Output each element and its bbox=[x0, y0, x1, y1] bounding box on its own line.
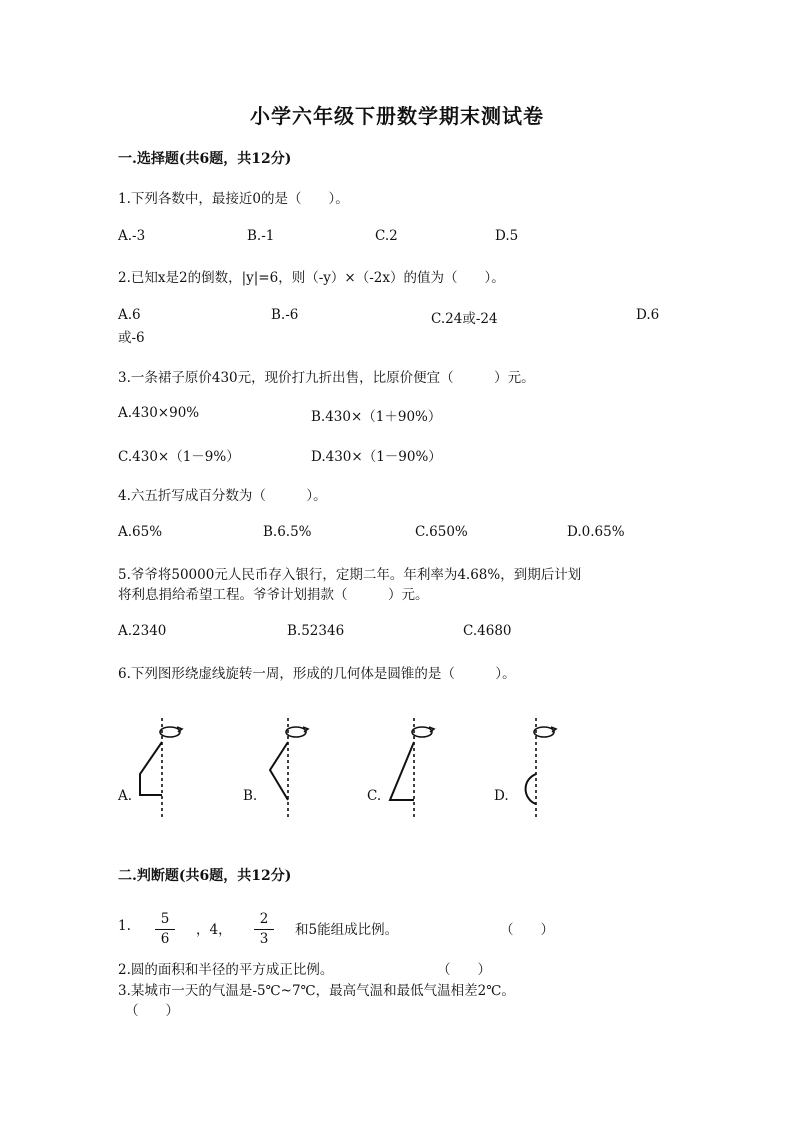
q6-stem: 6.下列图形绕虚线旋转一周，形成的几何体是圆锥的是（ ）。 bbox=[118, 666, 516, 682]
rotation-arrow-icon bbox=[160, 727, 180, 737]
q6-figure-c bbox=[380, 716, 450, 824]
q2-option-a: A.6 bbox=[118, 307, 141, 323]
j1-answer-paren: （ ） bbox=[500, 922, 554, 938]
j1-number: 1. bbox=[118, 918, 131, 934]
q6-figure-a bbox=[130, 716, 200, 824]
q2-option-c: C.24或-24 bbox=[431, 311, 498, 327]
q2-option-b: B.-6 bbox=[271, 307, 299, 323]
rotation-arrow-icon bbox=[286, 727, 306, 737]
fraction-denominator: 6 bbox=[160, 931, 170, 947]
page-title: 小学六年级下册数学期末测试卷 bbox=[250, 104, 544, 128]
section2-heading: 二.判断题(共6题，共12分) bbox=[118, 868, 292, 884]
q1-option-b: B.-1 bbox=[247, 228, 275, 244]
fraction-denominator: 3 bbox=[259, 931, 269, 947]
fraction-numerator: 2 bbox=[259, 911, 269, 927]
section1-heading: 一.选择题(共6题，共12分) bbox=[118, 151, 292, 167]
q4-option-c: C.650% bbox=[415, 524, 468, 540]
q6-option-c: C. bbox=[367, 788, 382, 804]
q1-option-a: A.-3 bbox=[118, 228, 146, 244]
q4-stem: 4.六五折写成百分数为（ ）。 bbox=[118, 488, 327, 504]
fraction-5-6 bbox=[155, 911, 175, 948]
rotation-arrow-icon bbox=[412, 727, 432, 737]
q2-option-d: D.6 bbox=[636, 307, 660, 323]
triangle-shape bbox=[270, 742, 288, 800]
q6-option-a: A. bbox=[118, 788, 133, 804]
q5-stem-line2: 将利息捐给希望工程。爷爷计划捐款（ ）元。 bbox=[118, 587, 429, 603]
q1-option-c: C.2 bbox=[375, 228, 398, 244]
j3-text: 3.某城市一天的气温是-5℃~7℃，最高气温和最低气温相差2℃。 bbox=[118, 983, 515, 999]
q3-option-d: D.430×（1－90%） bbox=[311, 449, 442, 465]
q2-option-d-wrap: 或-6 bbox=[118, 330, 145, 346]
j1-middle: ，4， bbox=[196, 922, 232, 938]
q5-option-a: A.2340 bbox=[118, 623, 167, 639]
rotation-arrow-icon bbox=[534, 727, 554, 737]
trapezoid-shape bbox=[140, 742, 162, 795]
q3-option-a: A.430×90% bbox=[118, 405, 200, 421]
semicircle-shape bbox=[526, 774, 536, 804]
fraction-numerator: 5 bbox=[160, 911, 170, 927]
q6-option-d: D. bbox=[494, 788, 509, 804]
q6-figure-b bbox=[254, 716, 324, 824]
q5-option-b: B.52346 bbox=[287, 623, 345, 639]
q4-option-d: D.0.65% bbox=[567, 524, 625, 540]
q4-option-a: A.65% bbox=[118, 524, 163, 540]
q6-figure-d bbox=[504, 716, 574, 824]
q5-option-c: C.4680 bbox=[463, 623, 512, 639]
q5-stem-line1: 5.爷爷将50000元人民币存入银行，定期二年。年利率为4.68%，到期后计划 bbox=[118, 567, 582, 583]
q3-option-c: C.430×（1－9%） bbox=[118, 449, 240, 465]
j1-tail: 和5能组成比例。 bbox=[295, 922, 399, 938]
q1-option-d: D.5 bbox=[495, 228, 519, 244]
j2-answer-paren: （ ） bbox=[437, 962, 491, 978]
q1-stem: 1.下列各数中，最接近0的是（ ）。 bbox=[118, 191, 349, 207]
q4-option-b: B.6.5% bbox=[263, 524, 312, 540]
q6-option-b: B. bbox=[243, 788, 258, 804]
j2-text: 2.圆的面积和半径的平方成正比例。 bbox=[118, 962, 334, 978]
q3-stem: 3.一条裙子原价430元，现价打九折出售，比原价便宜（ ）元。 bbox=[118, 370, 535, 386]
fraction-2-3 bbox=[254, 911, 274, 948]
j3-answer-paren: （ ） bbox=[125, 1003, 179, 1019]
q3-option-b: B.430×（1＋90%） bbox=[311, 409, 442, 425]
right-triangle-shape bbox=[390, 742, 414, 800]
q2-stem: 2.已知x是2的倒数，|y|=6，则（-y）×（-2x）的值为（ ）。 bbox=[118, 270, 505, 286]
